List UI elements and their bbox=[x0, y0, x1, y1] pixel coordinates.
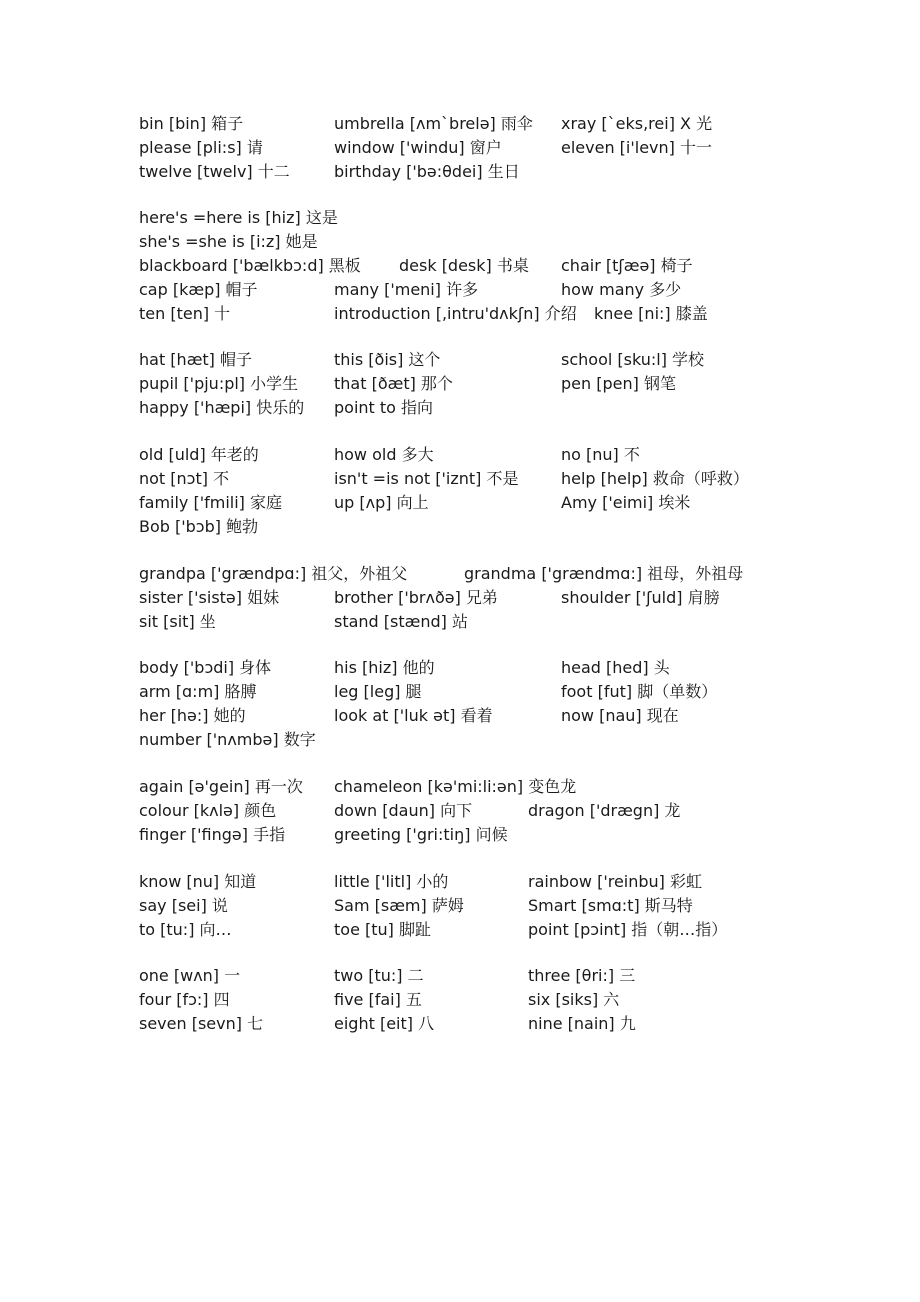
vocab-entry: shoulder ['ʃuld] 肩膀 bbox=[561, 588, 720, 607]
vocab-entry: how many 多少 bbox=[561, 280, 682, 299]
vocab-entry: help [help] 救命（呼救） bbox=[561, 469, 749, 488]
vocab-entry: knee [ni:] 膝盖 bbox=[594, 304, 708, 323]
vocab-entry: desk [desk] 书桌 bbox=[399, 256, 529, 275]
vocab-entry: down [daun] 向下 bbox=[334, 801, 473, 820]
vocab-entry: nine [nain] 九 bbox=[528, 1014, 636, 1033]
vocab-entry: colour [kʌlə] 颜色 bbox=[139, 801, 277, 820]
vocab-entry: greeting ['gri:tiŋ] 问候 bbox=[334, 825, 508, 844]
vocab-entry: Smart [smɑ:t] 斯马特 bbox=[528, 896, 693, 915]
vocab-entry: xray [`eks,rei] X 光 bbox=[561, 114, 713, 133]
vocab-entry: head [hed] 头 bbox=[561, 658, 670, 677]
vocab-entry: number ['nʌmbə] 数字 bbox=[139, 730, 316, 749]
vocab-entry: pupil ['pju:pl] 小学生 bbox=[139, 374, 299, 393]
vocab-entry: eleven [i'levn] 十一 bbox=[561, 138, 712, 157]
vocab-entry: sit [sit] 坐 bbox=[139, 612, 216, 631]
vocab-entry: her [hə:] 她的 bbox=[139, 706, 246, 725]
vocab-entry: ten [ten] 十 bbox=[139, 304, 231, 323]
vocab-entry: Bob ['bɔb] 鲍勃 bbox=[139, 517, 259, 536]
vocab-entry: foot [fut] 脚（单数） bbox=[561, 682, 718, 701]
vocab-entry: birthday ['bə:θdei] 生日 bbox=[334, 162, 520, 181]
vocab-entry: pen [pen] 钢笔 bbox=[561, 374, 676, 393]
vocab-entry: four [fɔ:] 四 bbox=[139, 990, 230, 1009]
vocab-entry: to [tu:] 向… bbox=[139, 920, 232, 939]
vocab-entry: hat [hæt] 帽子 bbox=[139, 350, 253, 369]
vocab-entry: no [nu] 不 bbox=[561, 445, 640, 464]
vocab-entry: five [fai] 五 bbox=[334, 990, 422, 1009]
vocab-entry: family ['fmili] 家庭 bbox=[139, 493, 282, 512]
vocab-entry: old [uld] 年老的 bbox=[139, 445, 259, 464]
vocab-entry: chair [tʃæə] 椅子 bbox=[561, 256, 693, 275]
vocab-entry: little ['litl] 小的 bbox=[334, 872, 449, 891]
vocab-entry: rainbow ['reinbu] 彩虹 bbox=[528, 872, 703, 891]
vocab-entry: bin [bin] 箱子 bbox=[139, 114, 244, 133]
vocab-entry: introduction [,intru'dʌkʃn] 介绍 bbox=[334, 304, 577, 323]
vocab-entry: his [hiz] 他的 bbox=[334, 658, 435, 677]
vocab-entry: she's =she is [i:z] 她是 bbox=[139, 232, 318, 251]
vocab-entry: not [nɔt] 不 bbox=[139, 469, 230, 488]
vocab-entry: school [sku:l] 学校 bbox=[561, 350, 705, 369]
vocab-entry: that [ðæt] 那个 bbox=[334, 374, 453, 393]
vocab-entry: body ['bɔdi] 身体 bbox=[139, 658, 272, 677]
vocab-entry: cap [kæp] 帽子 bbox=[139, 280, 258, 299]
vocab-entry: sister ['sistə] 姐妹 bbox=[139, 588, 280, 607]
vocab-entry: many ['meni] 许多 bbox=[334, 280, 479, 299]
vocab-entry: please [pli:s] 请 bbox=[139, 138, 263, 157]
vocab-entry: umbrella [ʌm`brelə] 雨伞 bbox=[334, 114, 533, 133]
vocab-entry: six [siks] 六 bbox=[528, 990, 620, 1009]
vocab-entry: leg [leg] 腿 bbox=[334, 682, 422, 701]
vocab-entry: two [tu:] 二 bbox=[334, 966, 424, 985]
vocab-entry: three [θri:] 三 bbox=[528, 966, 636, 985]
vocab-entry: toe [tu] 脚趾 bbox=[334, 920, 431, 939]
vocab-entry: arm [ɑ:m] 胳膊 bbox=[139, 682, 257, 701]
vocab-entry: happy ['hæpi] 快乐的 bbox=[139, 398, 305, 417]
vocab-entry: say [sei] 说 bbox=[139, 896, 228, 915]
vocab-entry: Amy ['eimi] 埃米 bbox=[561, 493, 691, 512]
vocab-entry: eight [eit] 八 bbox=[334, 1014, 435, 1033]
vocab-entry: know [nu] 知道 bbox=[139, 872, 257, 891]
vocab-entry: twelve [twelv] 十二 bbox=[139, 162, 290, 181]
vocab-entry: isn't =is not ['iznt] 不是 bbox=[334, 469, 519, 488]
vocab-entry: brother ['brʌðə] 兄弟 bbox=[334, 588, 498, 607]
vocab-entry: point to 指向 bbox=[334, 398, 434, 417]
vocab-entry: up [ʌp] 向上 bbox=[334, 493, 429, 512]
vocab-entry: chameleon [kə'mi:li:ən] 变色龙 bbox=[334, 777, 577, 796]
vocab-entry: again [ə'gein] 再一次 bbox=[139, 777, 303, 796]
vocab-entry: now [nau] 现在 bbox=[561, 706, 679, 725]
vocab-entry: blackboard ['bælkbɔ:d] 黑板 bbox=[139, 256, 361, 275]
vocab-entry: grandpa ['grændpɑ:] 祖父，外祖父 bbox=[139, 564, 408, 583]
vocab-entry: look at ['luk ət] 看着 bbox=[334, 706, 493, 725]
vocab-entry: finger ['fingə] 手指 bbox=[139, 825, 286, 844]
vocab-entry: stand [stænd] 站 bbox=[334, 612, 468, 631]
vocab-entry: this [ðis] 这个 bbox=[334, 350, 441, 369]
vocab-entry: window ['windu] 窗户 bbox=[334, 138, 502, 157]
vocab-entry: one [wʌn] 一 bbox=[139, 966, 241, 985]
vocab-entry: dragon ['drægn] 龙 bbox=[528, 801, 681, 820]
vocab-entry: here's =here is [hiz] 这是 bbox=[139, 208, 338, 227]
vocab-entry: point [pɔint] 指（朝…指） bbox=[528, 920, 728, 939]
vocab-entry: seven [sevn] 七 bbox=[139, 1014, 264, 1033]
vocab-entry: Sam [sæm] 萨姆 bbox=[334, 896, 464, 915]
vocab-entry: how old 多大 bbox=[334, 445, 434, 464]
vocab-entry: grandma ['grændmɑ:] 祖母，外祖母 bbox=[464, 564, 744, 583]
